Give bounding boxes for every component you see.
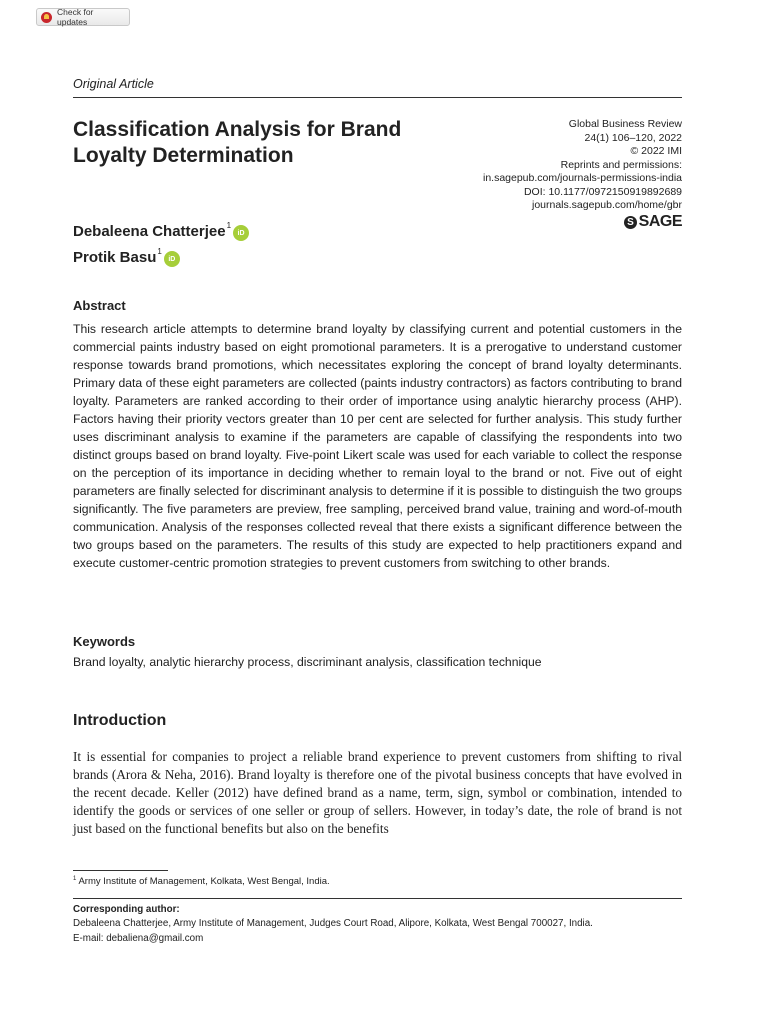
footnote-rule [73,870,168,871]
corresponding-author-address: Debaleena Chatterjee, Army Institute of Management, Judges Court Road, Alipore, Kolkata, West Bengal 700027, India. [73,918,593,929]
footer-rule [73,898,682,899]
publisher-logo [624,213,682,231]
journal-name: Global Business Review [568,118,682,130]
abstract-heading: Abstract [73,298,126,313]
author-2 [73,249,180,267]
affiliation-mark: 1 [226,221,232,230]
sage-s-icon: S [624,216,637,229]
introduction-text: It is essential for companies to project a reliable brand experience to prevent customers from shifting to rival brands (Arora & Neha, 2016). Brand loyalty is therefore one of the pivotal business concepts that have evolved in the recent decade. Keller (2012) have defined brand as a name, term, sign, symbol or combination, intended to identify the goods or services of one seller or group of sellers. However, in today’s date, the role of brand is not just based on the functional benefits but also on the benefits [73,749,682,836]
orcid-icon[interactable]: iD [233,225,249,241]
orcid-icon[interactable]: iD [164,251,180,267]
introduction-heading: Introduction [73,712,167,729]
journal-reprints: Reprints and permissions: [560,158,682,171]
article-title: Classification Analysis for Brand Loyalty Determination [73,118,402,167]
corresponding-author-email[interactable]: E-mail: debaliena@gmail.com [73,933,204,944]
journal-doi[interactable]: DOI: 10.1177/0972150919892689 [523,185,682,198]
publisher-logo-text: SAGE [638,213,682,230]
footnote-text: Army Institute of Management, Kolkata, West Bengal, India. [78,876,330,888]
article-type: Original Article [73,77,154,91]
crossmark-icon [41,12,52,23]
footnote-mark: 1 [73,876,77,882]
author-name: Debaleena Chatterjee [73,223,226,240]
journal-copyright: © 2022 IMI [630,145,682,157]
affiliation-mark: 1 [157,247,162,256]
journal-volume: 24(1) 106–120, 2022 [584,131,682,144]
check-for-updates-label: Check for updates [57,7,94,27]
affiliation-footnote [73,876,330,887]
author-1 [73,223,249,241]
author-name: Protik Basu [73,249,157,266]
journal-permissions-link[interactable]: in.sagepub.com/journals-permissions-india [482,172,682,184]
keywords-heading: Keywords [73,634,136,649]
journal-info [382,118,682,213]
keywords-text: Brand loyalty, analytic hierarchy process, discriminant analysis, classification technique [73,655,542,669]
journal-homepage-link[interactable]: journals.sagepub.com/home/gbr [531,199,682,211]
header-rule [73,97,682,98]
corresponding-author-label: Corresponding author: [73,904,180,915]
check-for-updates-button[interactable] [36,8,130,26]
abstract-text: This research article attempts to determine brand loyalty by classifying current and potential customers in the commercial paints industry based on eight promotional parameters. It is a prerogative to understand customer response towards brand promotions, which necessitates exploring the concept of brand loyalty determinants. Primary data of these eight parameters are collected (paints industry contractors) as factors contributing to brand loyalty. Parameters are ranked according to their order of importance using analytic hierarchy process (AHP). Factors having their priority vectors greater than 10 per cent are selected for further analysis. This study further uses discriminant analysis to examine if the parameters are capable of classifying the respondents into two distinct groups based on brand loyalty. Five-point Likert scale was used for each variable to collect the response on the perception of its importance in deciding whether to remain loyal to the brand or not. Five out of eight parameters are finally selected for discriminant analysis to determine if it is possible to distinguish the two groups significantly. The five parameters are preview, free sampling, perceived brand value, training and word-of-mouth communication. Analysis of the responses collected reveal that there exists a significant difference between the two groups based on the parameters. The results of this study are expected to help practitioners expand and execute customer-centric promotion strategies to prevent customers from switching to other brands. [73,322,682,570]
